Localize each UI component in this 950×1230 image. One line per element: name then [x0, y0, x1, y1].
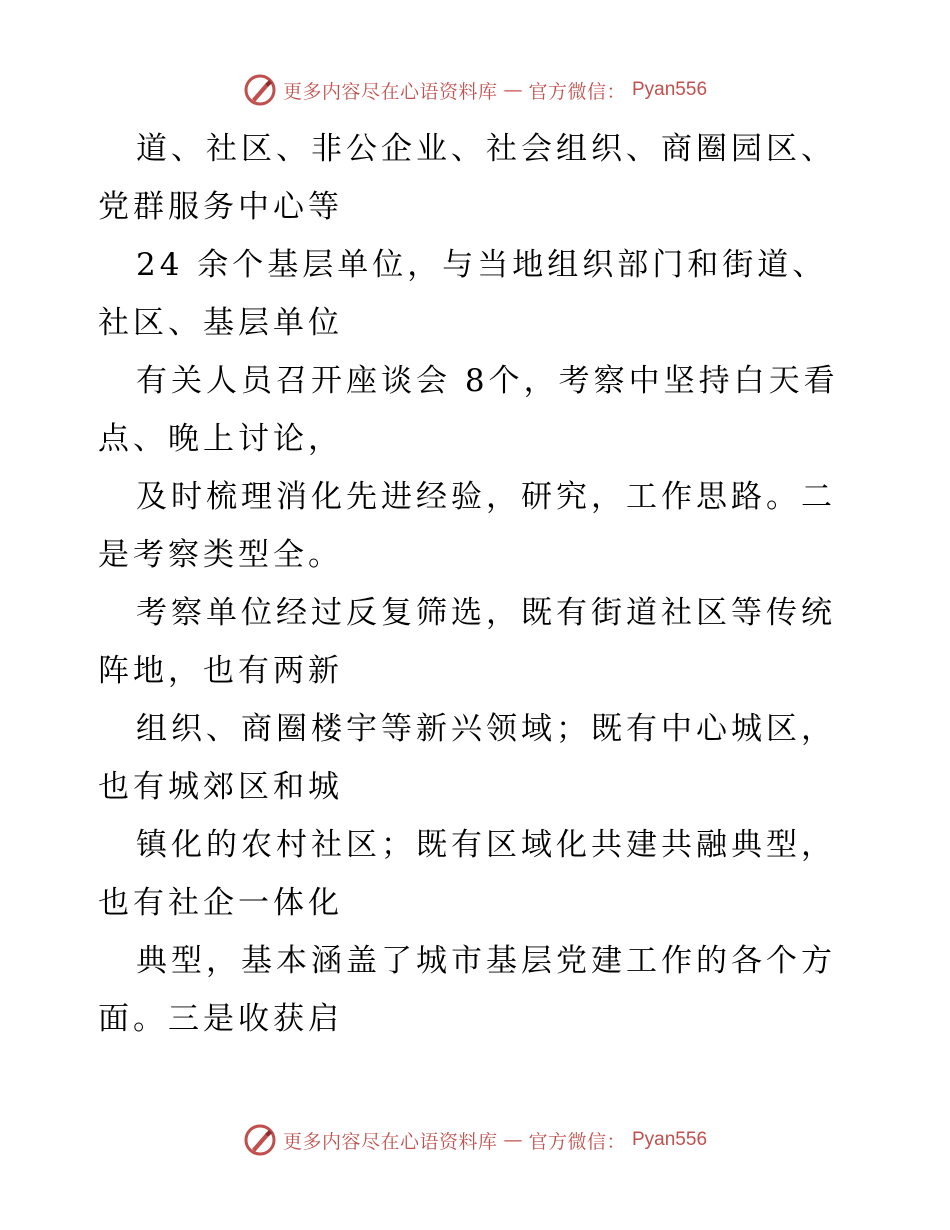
pen-logo-icon	[243, 73, 277, 107]
watermark-label: 官方微信：	[528, 80, 626, 103]
header-watermark	[0, 70, 950, 110]
pen-logo-icon	[243, 1123, 277, 1157]
watermark-text: 更多内容尽在心语资料库	[282, 1130, 498, 1153]
paragraph: 组织、商圈楼宇等新兴领域；既有中心城区，也有城郊区和城	[98, 711, 836, 805]
paragraph: 道、社区、非公企业、社会组织、商圈园区、党群服务中心等	[98, 131, 836, 225]
paragraph: 考察单位经过反复筛选，既有街道社区等传统阵地，也有两新	[98, 595, 836, 689]
watermark-label: 官方微信：	[528, 1130, 626, 1153]
paragraph: 镇化的农村社区；既有区域化共建共融典型，也有社企一体化	[98, 827, 836, 921]
paragraph: 及时梳理消化先进经验，研究，工作思路。二是考察类型全。	[98, 479, 836, 573]
watermark-text: 更多内容尽在心语资料库	[282, 80, 498, 103]
watermark-dash: —	[503, 1129, 523, 1151]
paragraph: 典型，基本涵盖了城市基层党建工作的各个方面。三是收获启	[98, 943, 836, 1037]
document-body	[98, 120, 858, 1048]
watermark-dash: —	[503, 79, 523, 101]
footer-watermark	[0, 1120, 950, 1160]
watermark-account: Pyan556	[632, 79, 708, 100]
paragraph: 有关人员召开座谈会 8个，考察中坚持白天看点、晚上讨论，	[98, 363, 839, 457]
watermark-account: Pyan556	[632, 1129, 708, 1150]
paragraph: 24 余个基层单位，与当地组织部门和街道、社区、基层单位	[98, 247, 828, 341]
